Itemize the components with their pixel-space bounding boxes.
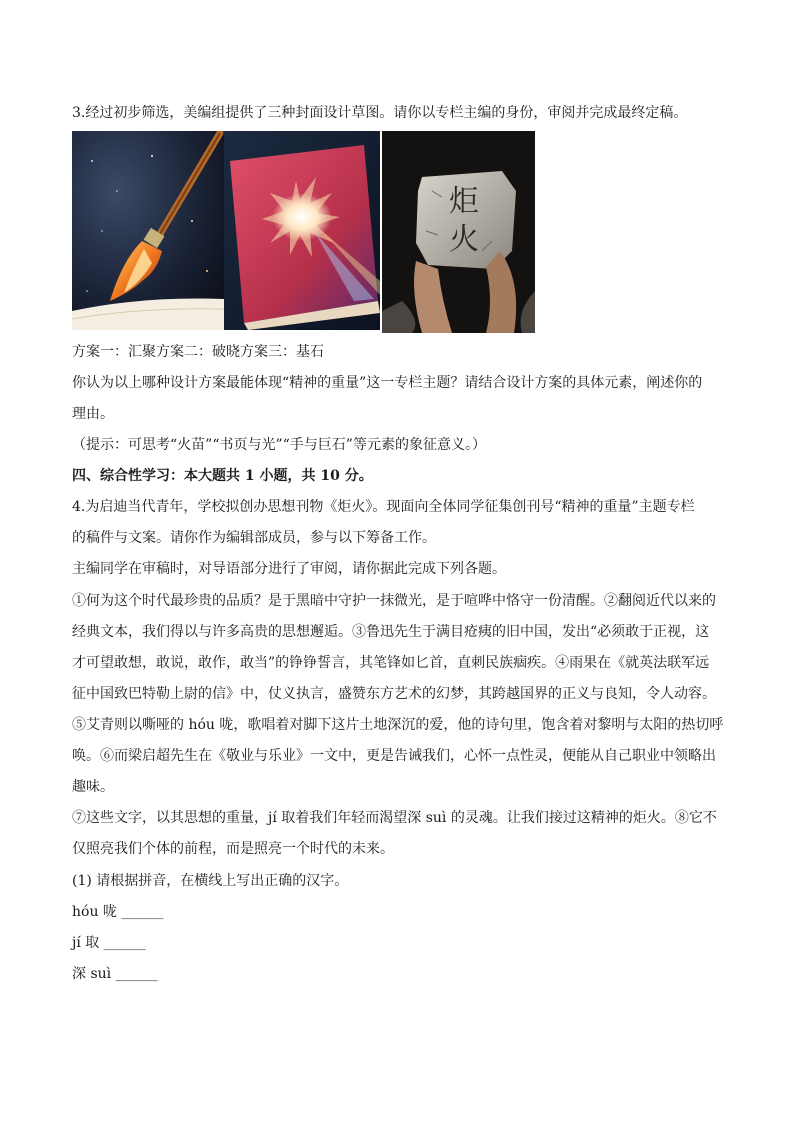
design-captions: 方案一：汇聚方案二：破晓方案三：基石 (72, 344, 324, 360)
cover-design-two-image (224, 131, 380, 330)
blank-sui[interactable]: 深 suì ______ (72, 966, 158, 982)
question-4-intro-line2: 的稿件与文案。请你作为编辑部成员，参与以下筹备工作。 (72, 530, 436, 546)
section-4-heading (72, 466, 722, 486)
passage-line: 才可望敢想，敢说，敢作，敢当”的铮铮誓言，其笔锋如匕首，直刺民族痼疾。④雨果在《就英法联军远 (72, 655, 710, 671)
stone-character-bottom: 火 (449, 222, 479, 257)
blank-hou[interactable]: hóu 咙 ______ (72, 904, 164, 920)
section-4-heading-bold: 四、综合性学习： (72, 468, 184, 484)
cover-design-three-image (382, 131, 535, 333)
question-3-hint: （提示：可思考“火苗”“书页与光”“手与巨石”等元素的象征意义。） (72, 437, 486, 453)
passage-line: ⑦这些文字，以其思想的重量，jí 取着我们年轻而渴望深 suì 的灵魂。让我们接过这精神的炬火。⑧它不 (72, 810, 717, 826)
passage-line: ⑤艾青则以嘶哑的 hóu 咙，歌唱着对脚下这片土地深沉的爱，他的诗句里，饱含着对黎明与太阳的热切呼 (72, 717, 724, 733)
hands-stone-illustration (382, 131, 535, 333)
question-4-intro-line3: 主编同学在审稿时，对导语部分进行了审阅，请你据此完成下列各题。 (72, 561, 506, 577)
sub-question-1: (1) 请根据拼音，在横线上写出正确的汉字。 (72, 873, 349, 889)
brush-flame-illustration (72, 131, 224, 330)
question-3-prompt-line2: 理由。 (72, 406, 114, 422)
question-3-prompt-line1: 你认为以上哪种设计方案最能体现“精神的重量”这一专栏主题？请结合设计方案的具体元素，阐述你的 (72, 375, 703, 391)
passage-line: 经典文本，我们得以与许多高贵的思想邂逅。③鲁迅先生于满目疮痍的旧中国，发出“必须敢于正视，这 (72, 624, 710, 640)
passage-line: ①何为这个时代最珍贵的品质？是于黑暗中守护一抹微光，是于喧哗中恪守一份清醒。②翻阅近代以来的 (72, 593, 716, 609)
passage-line: 趣味。 (72, 779, 114, 795)
book-light-illustration (224, 131, 380, 330)
passage-line: 征中国致巴特勒上尉的信》中，仗义执言，盛赞东方艺术的幻梦，其跨越国界的正义与良知，令人动容。 (72, 686, 716, 702)
passage-line: 仅照亮我们个体的前程，而是照亮一个时代的未来。 (72, 841, 394, 857)
question-3-title: 3.经过初步筛选，美编组提供了三种封面设计草图。请你以专栏主编的身份，审阅并完成最终定稿。 (72, 105, 688, 121)
stone-character-top: 炬 (449, 184, 479, 219)
passage-line: 唤。⑥而梁启超先生在《敬业与乐业》一文中，更是告诫我们，心怀一点性灵，便能从自己职业中领略出 (72, 748, 716, 764)
blank-ji[interactable]: jí 取 ______ (72, 935, 146, 951)
question-4-intro-line1: 4.为启迪当代青年，学校拟创办思想刊物《炬火》。现面向全体同学征集创刊号“精神的重量”主题专栏 (72, 499, 695, 515)
cover-design-one-image (72, 131, 224, 330)
section-4-heading-rest: 本大题共 1 小题，共 10 分。 (184, 468, 373, 484)
